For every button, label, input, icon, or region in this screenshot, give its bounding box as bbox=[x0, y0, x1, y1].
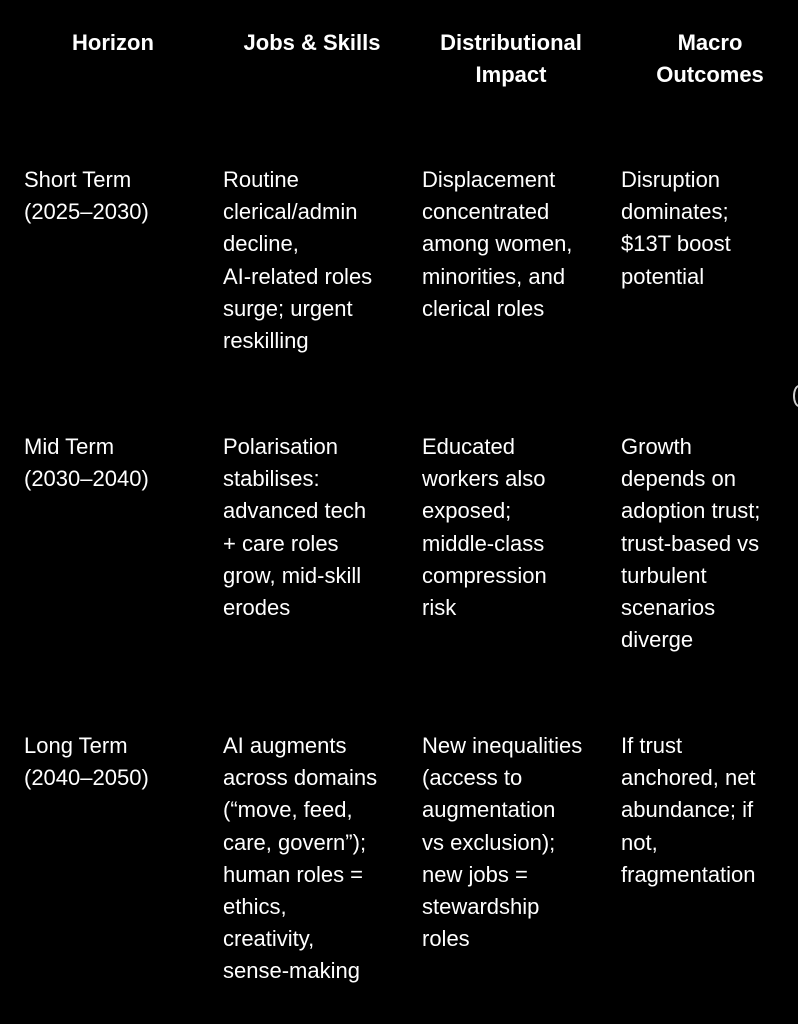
header-horizon: Horizon bbox=[72, 30, 154, 55]
header-macro-outcomes: Macro Outcomes bbox=[656, 30, 764, 87]
row-long-term-jobs-skills: AI augments across domains (“move, feed, care, govern”); human roles = ethics, creativity, sense-making bbox=[223, 733, 378, 984]
row-short-term-distributional-impact: Displacement concentrated among women, minorities, and clerical roles bbox=[422, 167, 573, 321]
header-jobs-skills: Jobs & Skills bbox=[243, 30, 381, 55]
row-long-term-macro-outcomes: If trust anchored, net abundance; if not, fragmentation bbox=[621, 733, 756, 887]
row-short-term-macro-outcomes: Disruption dominates; $13T boost potential bbox=[621, 167, 731, 289]
row-long-term-horizon: Long Term (2040–2050) bbox=[24, 733, 149, 791]
row-mid-term-horizon: Mid Term (2030–2040) bbox=[24, 434, 149, 492]
row-mid-term-macro-outcomes: Growth depends on adoption trust; trust-based vs turbulent scenarios diverge bbox=[621, 434, 761, 653]
row-short-term-jobs-skills: Routine clerical/admin decline, AI-related roles surge; urgent reskilling bbox=[223, 167, 373, 354]
row-mid-term-jobs-skills: Polarisation stabilises: advanced tech + care roles grow, mid-skill erodes bbox=[223, 434, 367, 621]
row-short-term-horizon: Short Term (2025–2030) bbox=[24, 167, 149, 225]
edge-handle-icon bbox=[793, 385, 798, 407]
header-distributional-impact: Distributional Impact bbox=[440, 30, 582, 87]
row-mid-term-distributional-impact: Educated workers also exposed; middle-class compression risk bbox=[422, 434, 547, 621]
row-long-term-distributional-impact: New inequalities (access to augmentation vs exclusion); new jobs = stewardship roles bbox=[422, 733, 583, 952]
